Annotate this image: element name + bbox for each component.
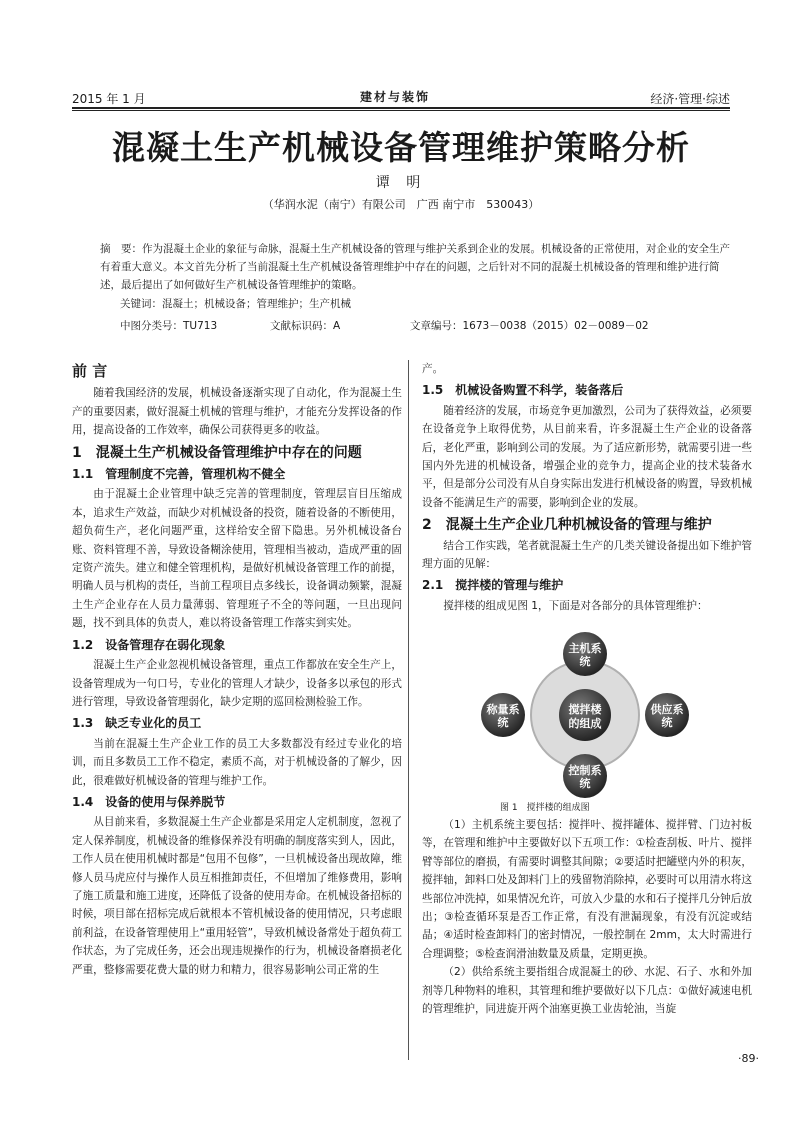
paragraph: 当前在混凝土生产企业工作的员工大多数都没有经过专业化的培训，而且多数员工工作不稳定，素质不高，对于机械设备的了解少，因此，很难做好机械设备的管理与维护工作。: [72, 737, 402, 787]
article-title: 混凝土生产机械设备管理维护策略分析: [112, 128, 690, 167]
header-rule-thick: [72, 107, 730, 109]
figure-1-diagram: [470, 632, 700, 798]
right-column: [422, 360, 752, 615]
node-bottom: [563, 754, 607, 798]
article-author: 谭 明: [375, 175, 427, 191]
article-affiliation: （华润水泥（南宁）有限公司 广西 南宁市 530043）: [262, 198, 540, 211]
node-top: [563, 632, 607, 676]
svg-text:称量系: 称量系: [486, 703, 520, 716]
header-category: 经济·管理·综述: [650, 92, 730, 106]
header-rule-thin: [72, 110, 730, 111]
svg-text:的组成: 的组成: [568, 717, 602, 730]
section-1-1-title: 1.1 管理制度不完善，管理机构不健全: [72, 467, 286, 482]
column-divider: [408, 360, 409, 1060]
right-column-lower: [422, 816, 752, 1018]
paragraph: 随着我国经济的发展，机械设备逐渐实现了自动化，作为混凝土生产的重要因素，做好混凝土机械的管理与维护，才能充分发挥设备的作用，提高设备的工作效率，确保公司获得更多的收益。: [72, 387, 402, 437]
keywords: 关键词：混凝土；机械设备；管理维护；生产机械: [120, 298, 351, 310]
abstract-text: 摘 要：作为混凝土企业的象征与命脉，混凝土生产机械设备的管理与维护关系到企业的发展。机械设备的正常使用，对企业的安全生产有着重大意义。本文首先分析了当前混凝土生产机械设备管理维护中存在的问题，之后针对不同的混凝土机械设备的管理和维护进行简述，最后提出了如何做好生产机械设备管理维护的策略。: [100, 243, 730, 291]
paragraph: 结合工作实践，笔者就混凝土生产的几类关键设备提出如下维护管理方面的见解：: [422, 539, 752, 571]
section-1-2-title: 1.2 设备管理存在弱化现象: [72, 637, 226, 652]
svg-text:控制系: 控制系: [568, 764, 602, 777]
journal-logo: 建材与装饰: [360, 90, 431, 104]
abstract: [100, 240, 730, 294]
paragraph: 混凝土生产企业忽视机械设备管理，重点工作都放在安全生产上，设备管理成为一句口号，专业化的管理人才缺少，设备多以承包的形式进行管理，导致设备管理弱化，缺少定期的巡回检测检验工作。: [72, 659, 402, 708]
node-left: [481, 693, 525, 737]
section-1-4-title: 1.4 设备的使用与保养脱节: [72, 794, 226, 809]
paragraph: 搅拌楼的组成见图 1，下面是对各部分的具体管理维护：: [443, 599, 708, 612]
paragraph: 由于混凝土企业管理中缺乏完善的管理制度，管理层盲目压缩成本，追求生产效益，而缺少对机械设备的投资，随着设备的不断使用，超负荷生产，老化问题严重，这样给安全留下隐患。另外机械设备台账、资料管理不善，导致设备糊涂使用，管理相当被动，造成严重的固定资产流失。建立和健全管理机构，是做好机械设备管理工作的前提，明确人员与机构的责任，当前工程项目点多线长，设备调动频繁，混凝土生产企业存在人员力量薄弱、管理班子不全的等问题，一旦出现问题，找不到具体的负责人，难以将设备管理工作落实到实处。: [72, 488, 402, 630]
svg-text:统: 统: [661, 716, 673, 729]
document-code: 文献标识码：A: [270, 320, 341, 332]
section-1-3-title: 1.3 缺乏专业化的员工: [72, 716, 202, 731]
page-number: ·89·: [738, 1052, 759, 1065]
section-preface-title: 前 言: [72, 362, 108, 380]
svg-text:统: 统: [579, 655, 591, 668]
node-right: [645, 693, 689, 737]
paragraph: 随着经济的发展，市场竞争更加激烈，公司为了获得效益，必须要在设备竞争上取得优势，从目前来看，许多混凝土生产企业的设备落后，老化严重，影响到公司的发展。为了适应新形势，就需要引进一些国内外先进的机械设备，增强企业的竞争力，提高企业的技术装备水平，但是部分公司没有从自身实际出发进行机械设备的购置，导致机械设备不能满足生产的需要，影响到企业的发展。: [422, 404, 752, 509]
paragraph-continuation: 产。: [422, 363, 444, 375]
svg-text:统: 统: [497, 716, 509, 729]
svg-text:主机系: 主机系: [568, 642, 602, 655]
section-1-5-title: 1.5 机械设备购置不科学，装备落后: [422, 383, 624, 398]
left-column: [72, 362, 402, 979]
figure-caption: 图 1 搅拌楼的组成图: [500, 803, 590, 813]
paragraph: （1）主机系统主要包括：搅拌叶、搅拌罐体、搅拌臂、门边衬板等，在管理和维护中主要做好以下五项工作：①检查刮板、叶片、搅拌臂等部位的磨损，有需要时调整其间隙；②要适时把罐壁内外的积灰，搅拌轴，卸料口处及卸料门上的残留物消除掉，必要时可以用清水将这些部位冲洗掉，如果情况允许，可放入少量的水和石子搅拌几分钟后放出；③检查循环泵是否工作正常，有没有泄漏现象，有没有沉淀或结晶；④适时检查卸料门的密封情况，一般控制在 2mm，太大时需进行合理调整；⑤检查润滑油数量及质量，定期更换。: [422, 819, 752, 960]
header-date: 2015 年 1 月: [72, 92, 146, 106]
clc-number: 中图分类号：TU713: [120, 320, 218, 332]
svg-text:统: 统: [579, 777, 591, 790]
section-2-1-title: 2.1 搅拌楼的管理与维护: [422, 578, 564, 593]
paragraph: （2）供给系统主要指组合成混凝土的砂、水泥、石子、水和外加剂等几种物料的堆积，其管理和维护要做好以下几点：①做好减速电机的管理维护，同进旋开两个油塞更换工业齿轮油，当旋: [422, 966, 752, 1016]
section-1-title: 1 混凝土生产机械设备管理维护中存在的问题: [72, 444, 362, 461]
svg-text:供应系: 供应系: [650, 703, 684, 716]
svg-text:搅拌楼: 搅拌楼: [568, 703, 602, 716]
article-number: 文章编号：1673－0038（2015）02－0089－02: [410, 320, 649, 332]
node-center: [559, 689, 611, 741]
paragraph: 从目前来看，多数混凝土生产企业都是采用定人定机制度，忽视了定人保养制度，机械设备的维修保养没有明确的制度落实到人，因此，工作人员在使用机械时都是“包用不包修”，一旦机械设备出现故障，维修人员马虎应付与操作人员互相推卸责任，不但增加了维修费用，影响了施工质量和施工进度，还降低了设备的使用寿命。在机械设备招标的时候，项目部在招标完成后就根本不管机械设备的使用情况，只考虑眼前利益，在设备管理使用上“重用轻管”，导致机械设备常处于超负荷工作状态，为了完成任务，还会出现违规操作的行为，机械设备磨损老化严重，整修需要花费大量的财力和精力，很容易影响公司正常的生: [72, 816, 402, 976]
section-2-title: 2 混凝土生产企业几种机械设备的管理与维护: [422, 517, 712, 534]
